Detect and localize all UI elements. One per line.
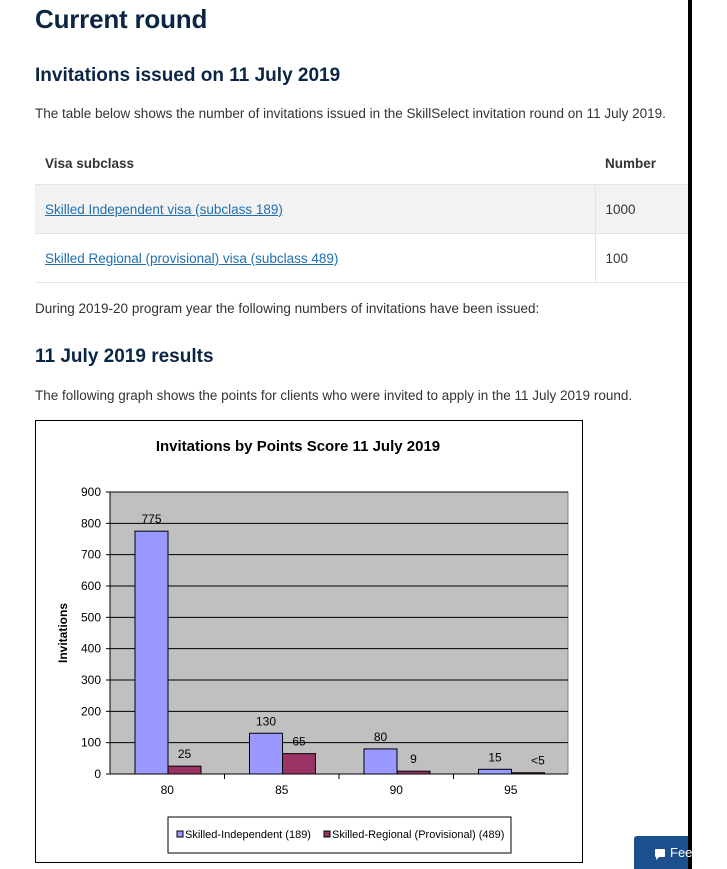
- bar: [397, 771, 430, 774]
- comment-icon: [655, 849, 665, 857]
- chart-title: Invitations by Points Score 11 July 2019: [155, 438, 441, 455]
- data-label: <5: [531, 753, 545, 768]
- data-label: 15: [488, 750, 502, 765]
- visa-cell: [35, 185, 595, 234]
- legend-entry: Skilled-Independent (189): [185, 829, 311, 841]
- table-row: [35, 185, 690, 234]
- x-tick-label: 90: [389, 783, 403, 797]
- bar: [250, 733, 283, 774]
- table-row: [35, 234, 690, 283]
- y-tick-label: 900: [80, 485, 101, 499]
- table-header-row: [35, 142, 690, 185]
- page-title: Current round: [35, 4, 208, 34]
- data-label: 130: [255, 714, 277, 729]
- y-tick-label: 400: [80, 641, 101, 656]
- data-label: 9: [410, 752, 417, 767]
- results-title: 11 July 2019 results: [35, 346, 214, 367]
- visa-189-link[interactable]: Skilled Independent visa (subclass 189): [45, 201, 283, 217]
- y-tick-label: 300: [80, 673, 101, 687]
- intro-text: The table below shows the number of invitations issued in the SkillSelect invitation round on 11 July 2019.: [35, 106, 666, 121]
- legend-entry: Skilled-Regional (Provisional) (489): [332, 829, 505, 841]
- y-tick-label: 800: [80, 516, 101, 531]
- x-tick-label: 95: [504, 783, 518, 797]
- program-note: During 2019-20 program year the following numbers of invitations have been issued:: [35, 301, 540, 316]
- legend-swatch: [177, 831, 183, 837]
- visa-489-link[interactable]: Skilled Regional (provisional) visa (subclass 489): [45, 250, 339, 266]
- graph-intro: The following graph shows the points for clients who were invited to apply in the 11 July 2019 round.: [35, 388, 633, 403]
- bar: [283, 754, 316, 774]
- legend-swatch: [324, 831, 330, 837]
- y-tick-label: 700: [80, 547, 101, 562]
- y-tick-label: 600: [80, 579, 101, 593]
- data-label: 775: [141, 512, 162, 527]
- number-cell: 100: [595, 234, 690, 283]
- section-title: Invitations issued on 11 July 2019: [35, 65, 341, 86]
- bar: [512, 773, 545, 774]
- feedback-button[interactable]: [634, 836, 727, 869]
- bar: [364, 749, 397, 774]
- invitations-table: [35, 142, 690, 283]
- y-tick-label: 200: [80, 704, 101, 719]
- y-tick-label: 500: [80, 610, 101, 625]
- y-tick-label: 0: [94, 767, 101, 781]
- data-label: 25: [177, 747, 192, 762]
- bar: [135, 531, 168, 774]
- x-tick-label: 80: [160, 783, 174, 797]
- y-axis-label: Invitations: [56, 602, 70, 664]
- y-tick-label: 100: [80, 735, 101, 750]
- x-tick-label: 85: [275, 783, 289, 797]
- header-visa-subclass: Visa subclass: [35, 142, 595, 185]
- number-cell: 1000: [595, 185, 690, 234]
- chart-svg: [36, 421, 582, 862]
- page-edge-divider: [688, 0, 692, 869]
- data-label: 65: [292, 734, 306, 749]
- plot-area: [110, 492, 568, 774]
- visa-cell: [35, 234, 595, 283]
- bar: [168, 766, 201, 774]
- data-label: 80: [373, 729, 388, 744]
- points-chart: [35, 420, 583, 863]
- bar: [479, 769, 512, 774]
- feedback-label: Feedback: [670, 845, 727, 860]
- header-number: Number: [595, 142, 690, 185]
